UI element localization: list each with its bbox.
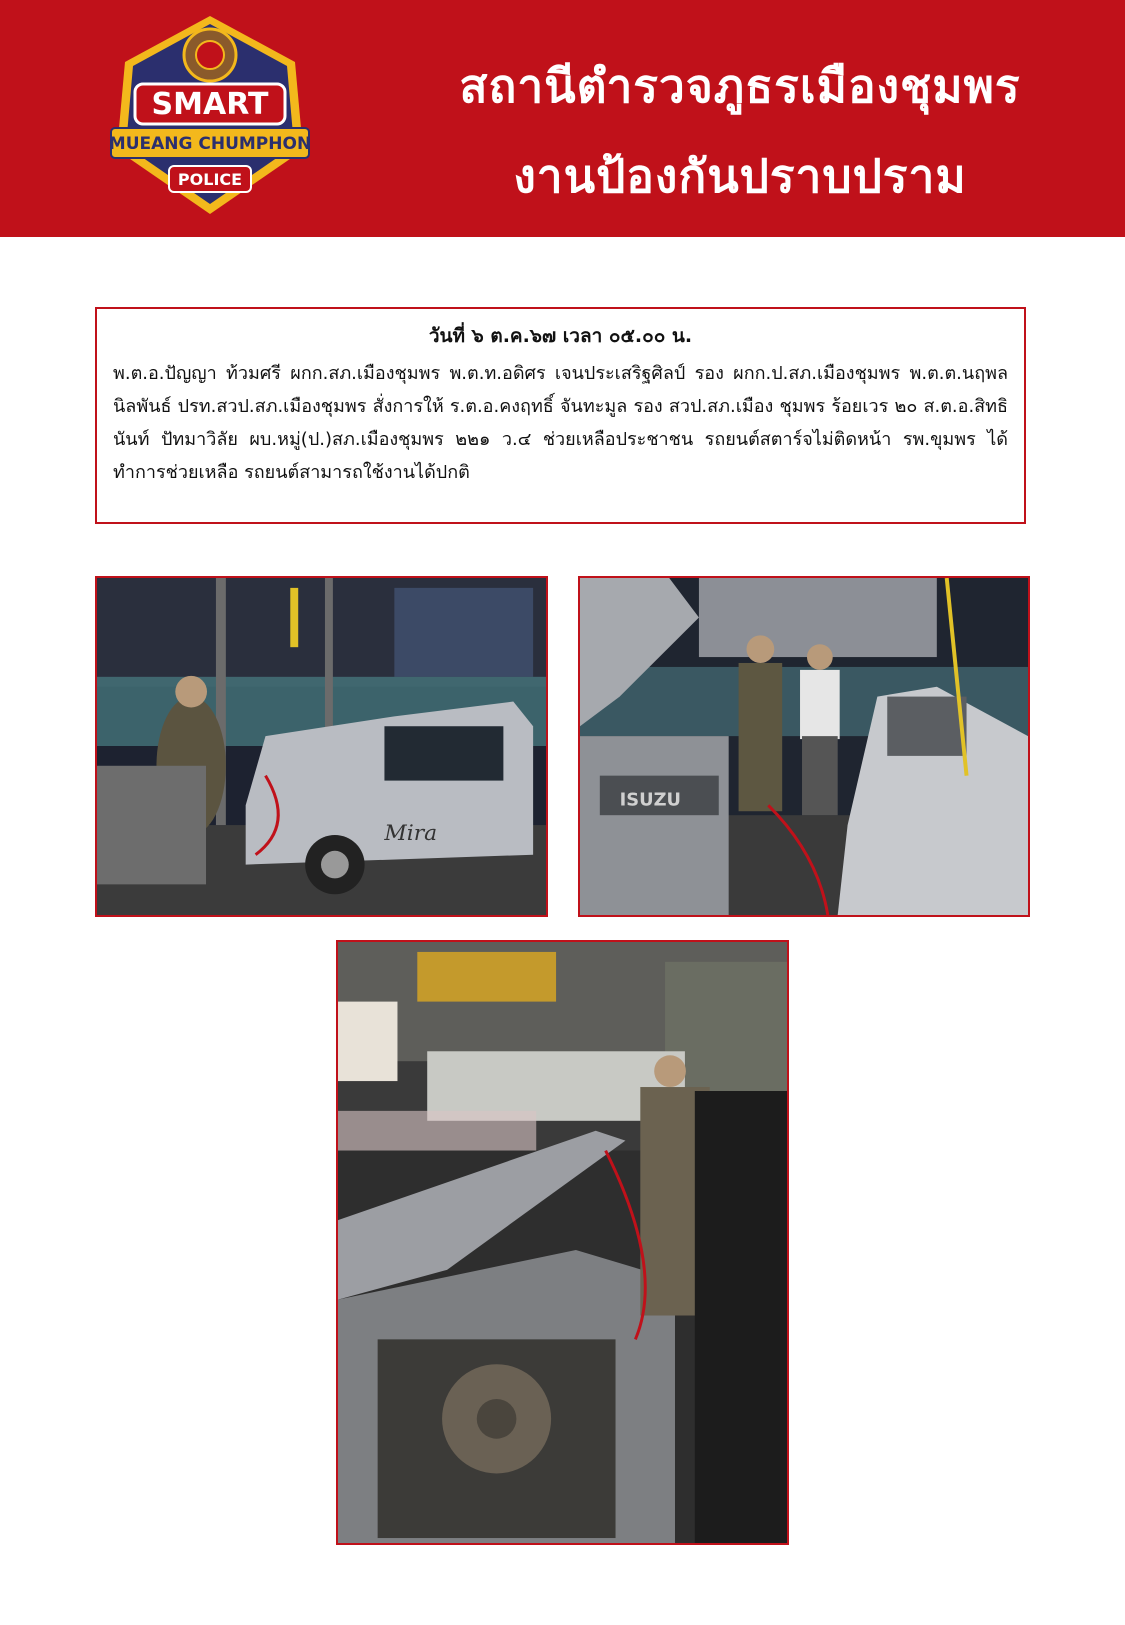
photo2-car-lettering: ISUZU	[619, 789, 681, 811]
page-header	[0, 0, 1125, 237]
station-title: สถานีตำรวจภูธรเมืองชุมพร	[459, 59, 1021, 113]
smart-police-logo	[105, 10, 315, 220]
report-text-box	[95, 307, 1026, 524]
report-date-line: วันที่ ๖ ต.ค.๖๗ เวลา ๐๕.๐๐ น.	[428, 325, 693, 347]
logo-mueang-chumphon-text: MUEANG CHUMPHON	[108, 134, 312, 154]
logo-police-text: POLICE	[177, 170, 243, 189]
report-body-text: พ.ต.อ.ปัญญา ท้วมศรี ผกก.สภ.เมืองชุมพร พ.ต.ท.อดิศร เจนประเสริฐศิลป์ รอง ผกก.ป.สภ.เมืองชุมพร พ.ต.ต.นฤพล นิลพันธ์ ปรท.สวป.สภ.เมืองชุมพร สั่งการให้ ร.ต.อ.คงฤทธิ์ จันทะมูล รอง สวป.สภ.เมือง ชุมพร ร้อยเวร ๒๐ ส.ต.อ.สิทธินันท์ ปัทมาวิลัย ผบ.หมู่(ป.)สภ.เมืองชุมพร ๒๒๑ ว.๔ ช่วยเหลือประชาชน รถยนต์สตาร์จไม่ติดหน้า รพ.ขุมพร ได้ทำการช่วยเหลือ รถยนต์สามารถใช้งานได้ปกติ	[113, 363, 1008, 483]
photo-officer-jumpstart-car	[95, 576, 548, 917]
photo1-car-lettering: Mira	[384, 820, 438, 846]
photo-officer-and-citizen-by-cars	[578, 576, 1030, 917]
logo-smart-text: SMART	[151, 87, 269, 122]
department-title: งานป้องกันปราบปราม	[513, 149, 967, 203]
photo-officer-engine-bay	[336, 940, 789, 1545]
